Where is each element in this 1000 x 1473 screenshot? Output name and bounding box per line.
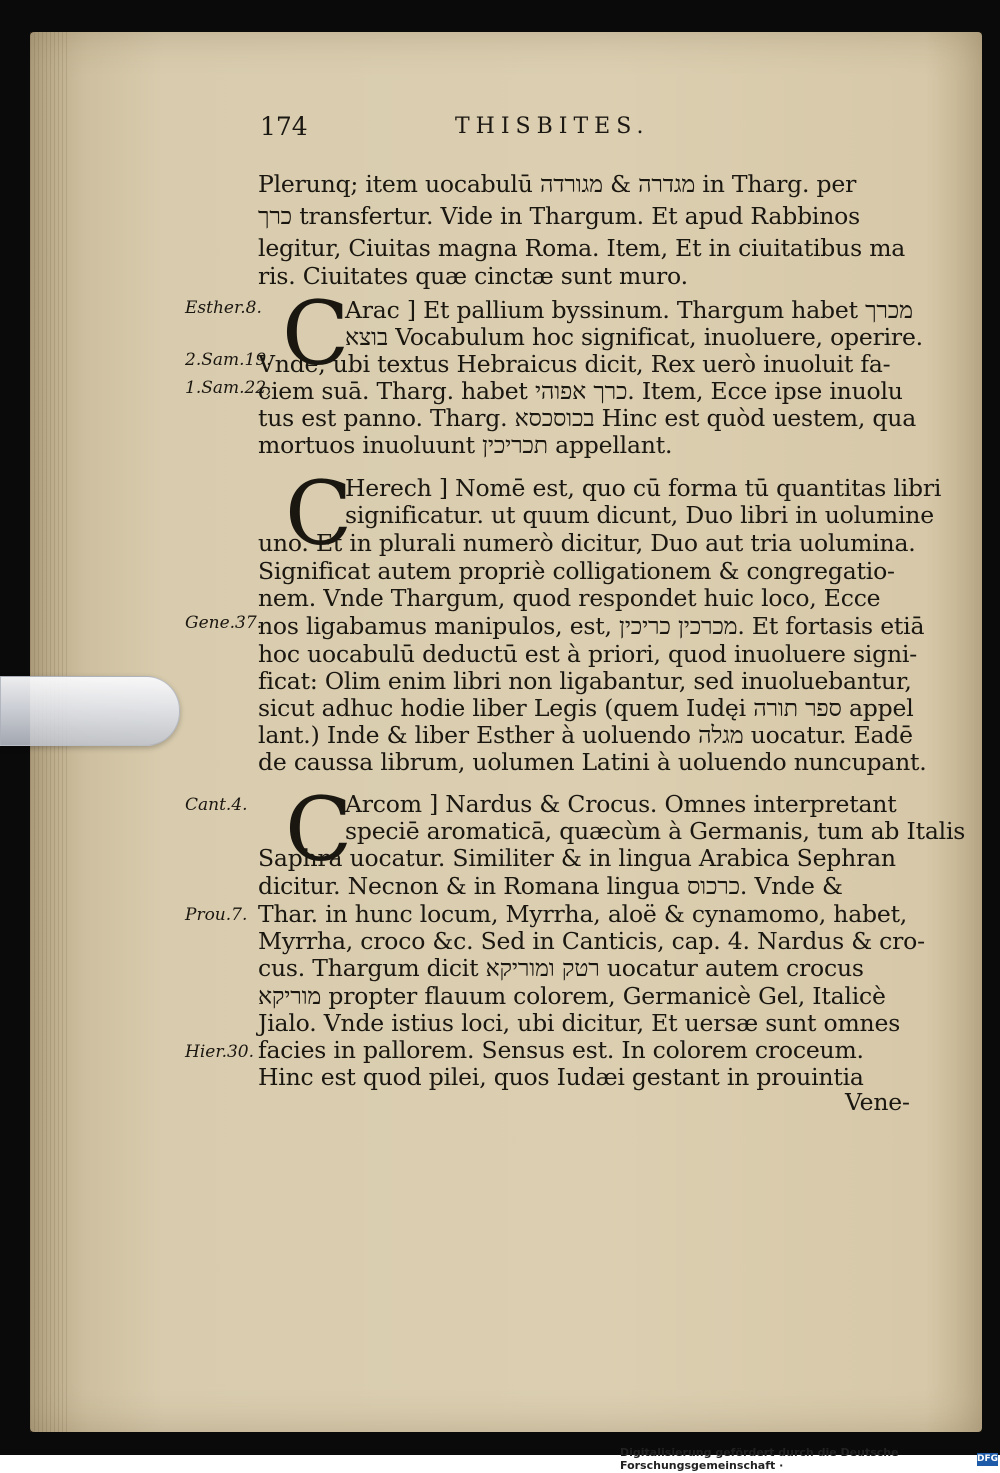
text-line: ciem suā. Tharg. habet כרך אפוהי. Item, Ecce ipse inuolu [258,377,903,405]
text-line: mortuos inuoluunt תכריכין appellant. [258,431,673,459]
text-line: בוצא Vocabulum hoc significat, inuoluere, operire. [345,323,923,351]
running-title: THISBITES. [455,114,650,139]
text-line: de caussa librum, uolumen Latini à uoluendo nuncupant. [258,748,927,776]
margin-note: Esther.8. [185,298,262,318]
text-line: speciē aromaticā, quæcùm à Germanis, tum ab Italis [345,817,966,845]
text-line: facies in pallorem. Sensus est. In colorem croceum. [258,1036,864,1064]
text-line: Arac ] Et pallium byssinum. Thargum habet מכרך [345,296,913,324]
footer [620,1448,998,1470]
text-line: Myrrha, croco &c. Sed in Canticis, cap. 4. Nardus & cro- [258,927,925,955]
text-line: dicitur. Necnon & in Romana lingua כרכוס. Vnde & [258,872,843,900]
page-number: 174 [260,112,308,141]
margin-note: 1.Sam.22, [185,378,272,398]
text-line: Herech ] Nomē est, quo cū forma tū quantitas libri [345,474,942,502]
drop-initial: C [285,462,353,565]
catchword: Vene- [845,1088,910,1116]
text-line: Saphra uocatur. Similiter & in lingua Arabica Sephran [258,844,896,872]
text-line: significatur. ut quum dicunt, Duo libri in uolumine [345,501,934,529]
text-line: ficat: Olim enim libri non ligabantur, sed inuoluebantur, [258,667,912,695]
text-line: Vnde, ubi textus Hebraicus dicit, Rex uerò inuoluit fa- [258,350,891,378]
margin-note: Cant.4. [185,795,248,815]
text-line: lant.) Inde & liber Esther à uoluendo מגלה uocatur. Eadē [258,721,913,749]
text-line: Plerunq; item uocabulū מגדרה & מגורדה in Tharg. per [258,170,857,198]
text-line: Thar. in hunc locum, Myrrha, aloë & cynamomo, habet, [258,900,908,928]
text-line: legitur, Ciuitas magna Roma. Item, Et in ciuitatibus ma [258,234,906,262]
page-clip [0,676,180,746]
text-line: hoc uocabulū deductū est à priori, quod inuoluere signi- [258,640,917,668]
text-line: Hinc est quod pilei, quos Iudæi gestant in prouintia [258,1063,864,1091]
footer-credit: Digitalisierung gefördert durch die Deutsche Forschungsgemeinschaft · [620,1446,899,1472]
text-line: nem. Vnde Thargum, quod respondet huic loco, Ecce [258,584,881,612]
text-line: Jialo. Vnde istius loci, ubi dicitur, Et uersæ sunt omnes [258,1009,901,1037]
text-line: cus. Thargum dicit רטק ומוריקא uocatur autem crocus [258,954,864,982]
text-line: sicut adhuc hodie liber Legis (quem Iudęi ספר תורה appel [258,694,914,722]
text-line: nos ligabamus manipulos, est, מכרכין כריכין. Et fortasis etiā [258,612,925,640]
text-line: Arcom ] Nardus & Crocus. Omnes interpretant [345,790,897,818]
margin-note: Gene.37. [185,613,263,633]
text-line: כרך transfertur. Vide in Thargum. Et apud Rabbinos [258,202,860,230]
text-line: tus est panno. Tharg. בכוסכסא Hinc est quòd uestem, qua [258,404,917,432]
margin-note: 2.Sam.19. [185,350,272,370]
dfg-logo: DFG [976,1454,998,1464]
margin-note: Prou.7. [185,905,248,925]
running-header [255,108,915,148]
text-line: מוריקא propter flauum colorem, Germanicè Gel, Italicè [258,982,886,1010]
drop-initial: C [282,282,350,385]
text-line: ris. Ciuitates quæ cinctæ sunt muro. [258,262,688,290]
text-line: uno. Et in plurali numerò dicitur, Duo aut tria uolumina. [258,529,916,557]
drop-initial: C [285,778,353,881]
margin-note: Hier.30. [185,1042,255,1062]
text-line: Significat autem propriè colligationem & congregatio- [258,557,895,585]
